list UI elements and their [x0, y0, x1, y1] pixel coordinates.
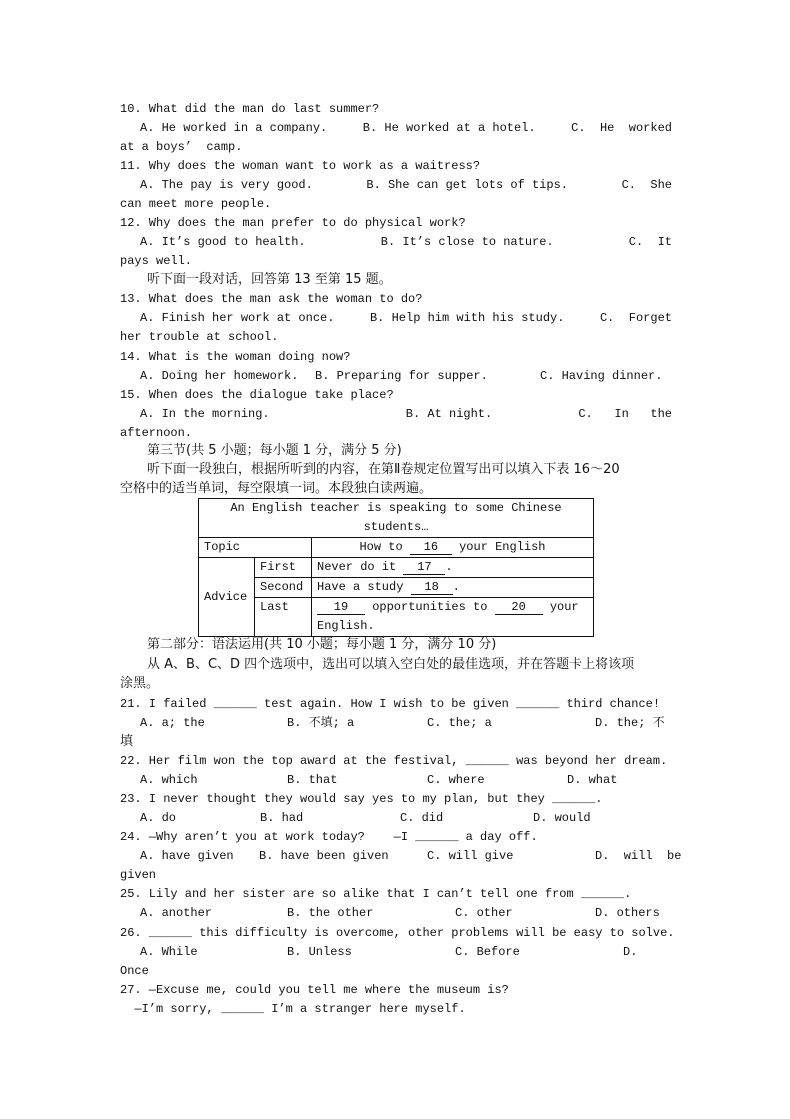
option-c: C. It: [628, 235, 672, 249]
second-cell: Have a study 18 .: [312, 578, 594, 598]
question-26: 26. ______ this difficulty is overcome, other problems will be easy to solve.: [120, 926, 675, 940]
option-b: B. 不填; a: [287, 716, 355, 730]
option-c: C. In the: [578, 407, 672, 421]
part2-instruction: 从 A、B、C、D 四个选项中，选出可以填入空白处的最佳选项，并在答题卡上将该项: [147, 657, 635, 672]
table-row-first: [199, 558, 594, 578]
section3-instruction-cont: 空格中的适当单词，每空限填一词。本段独白读两遍。: [120, 481, 433, 496]
question-12: 12. Why does the man prefer to do physical work?: [120, 216, 466, 230]
question-27: 27. —Excuse me, could you tell me where the museum is?: [120, 983, 509, 997]
option-b: B. At night.: [405, 407, 493, 421]
option-b: B. Preparing for supper.: [315, 369, 488, 383]
blank-16: 16: [410, 540, 452, 555]
first-label: First: [255, 558, 312, 578]
options-11: [120, 176, 672, 195]
option-b: B. Unless: [287, 945, 352, 959]
option-d-continued: given: [120, 868, 157, 882]
option-d-continued: Once: [120, 964, 149, 978]
option-c: C. She: [621, 178, 672, 192]
table-row-topic: [199, 538, 594, 558]
option-d: D. would: [533, 811, 591, 825]
option-c: C. other: [455, 906, 513, 920]
question-25: 25. Lily and her sister are so alike that I can’t tell one from ______.: [120, 887, 632, 901]
option-a: A. a; the: [140, 716, 205, 730]
question-23: 23. I never thought they would say yes to my plan, but they ______.: [120, 792, 603, 806]
option-d: D. the; 不: [595, 716, 665, 730]
blank-20: 20: [495, 600, 543, 615]
topic-cell: How to 16 your English: [312, 538, 594, 558]
option-d: D. others: [595, 906, 660, 920]
blank-17: 17: [403, 560, 445, 575]
option-a: A. do: [140, 811, 177, 825]
option-a: A. Doing her homework.: [140, 369, 299, 383]
blank-18: 18: [411, 580, 453, 595]
option-a: A. He worked in a company.: [140, 121, 328, 135]
options-13: [120, 309, 672, 328]
dialogue-note: 听下面一段对话，回答第 13 至第 15 题。: [147, 272, 392, 287]
options-15: [120, 405, 672, 424]
question-27-reply: —I’m sorry, ______ I’m a stranger here myself.: [120, 1002, 466, 1016]
question-11: 11. Why does the woman want to work as a waitress?: [120, 159, 481, 173]
option-c: C. Having dinner.: [540, 369, 663, 383]
topic-label: Topic: [199, 538, 312, 558]
option-c-continued: her trouble at school.: [120, 330, 279, 344]
option-a: A. While: [140, 945, 198, 959]
option-c: C. did: [400, 811, 444, 825]
option-c: C. the; a: [427, 716, 492, 730]
option-c: C. Forget: [599, 311, 672, 325]
option-d-continued: 填: [120, 734, 134, 749]
option-b: B. have been given: [259, 849, 389, 863]
option-c-continued: can meet more people.: [120, 197, 272, 211]
option-a: A. It’s good to health.: [140, 235, 306, 249]
table-title-row: [199, 499, 594, 538]
option-d: D.: [623, 945, 638, 959]
options-12: [120, 233, 672, 252]
option-b: B. had: [260, 811, 304, 825]
option-b: B. the other: [287, 906, 374, 920]
question-13: 13. What does the man ask the woman to do?: [120, 292, 423, 306]
option-d: D. what: [567, 773, 618, 787]
option-c-continued: afternoon.: [120, 426, 193, 440]
option-c: C. He worked: [571, 121, 672, 135]
option-c-continued: pays well.: [120, 254, 193, 268]
question-22: 22. Her film won the top award at the festival, ______ was beyond her dream.: [120, 754, 668, 768]
part2-instruction-cont: 涂黑。: [120, 676, 160, 691]
section3-heading: 第三节(共 5 小题；每小题 1 分，满分 5 分): [147, 443, 402, 458]
question-21: 21. I failed ______ test again. How I wish to be given ______ third chance!: [120, 697, 661, 711]
option-d: D. will be: [595, 849, 682, 863]
option-c-continued: at a boys’ camp.: [120, 140, 243, 154]
part2-heading: 第二部分：语法运用(共 10 小题；每小题 1 分，满分 10 分): [147, 637, 497, 652]
section3-instruction: 听下面一段独白，根据所听到的内容，在第Ⅱ卷规定位置写出可以填入下表 16～20: [147, 462, 620, 477]
option-a: A. have given: [140, 849, 234, 863]
question-10: 10. What did the man do last summer?: [120, 102, 380, 116]
last-label: Last: [255, 598, 312, 637]
option-b: B. He worked at a hotel.: [362, 121, 536, 135]
question-14: 14. What is the woman doing now?: [120, 350, 351, 364]
table-row-second: [199, 578, 594, 598]
option-c: C. Before: [455, 945, 520, 959]
table-title: An English teacher is speaking to some Chinese students…: [199, 499, 594, 538]
option-b: B. that: [287, 773, 338, 787]
last-cell: 19 opportunities to 20 your English.: [312, 598, 594, 637]
option-b: B. It’s close to nature.: [380, 235, 554, 249]
second-label: Second: [255, 578, 312, 598]
option-a: A. which: [140, 773, 198, 787]
question-24: 24. —Why aren’t you at work today? —I ______ a day off.: [120, 830, 538, 844]
option-a: A. another: [140, 906, 213, 920]
option-c: C. where: [427, 773, 485, 787]
option-b: B. She can get lots of tips.: [366, 178, 569, 192]
option-a: A. The pay is very good.: [140, 178, 313, 192]
table-row-last: [199, 598, 594, 637]
notes-table: [198, 498, 594, 637]
option-a: A. Finish her work at once.: [140, 311, 335, 325]
first-cell: Never do it 17 .: [312, 558, 594, 578]
option-a: A. In the morning.: [140, 407, 270, 421]
option-c: C. will give: [427, 849, 514, 863]
option-b: B. Help him with his study.: [369, 311, 565, 325]
blank-19: 19: [317, 600, 365, 615]
question-15: 15. When does the dialogue take place?: [120, 388, 394, 402]
options-10: [120, 119, 672, 138]
advice-label: Advice: [199, 558, 255, 637]
